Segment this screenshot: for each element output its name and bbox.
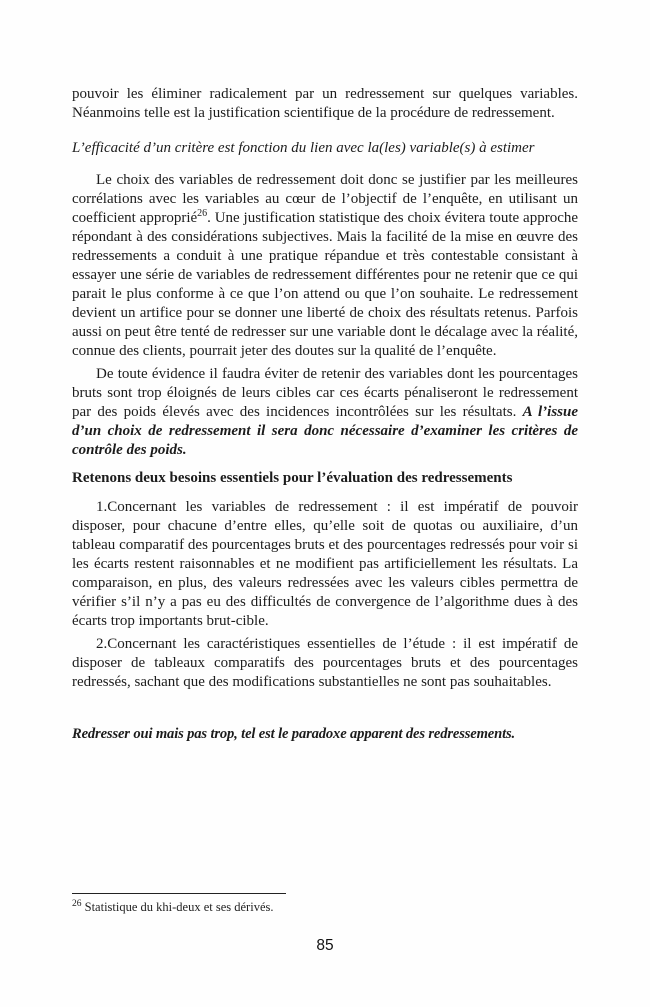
footnote-reference: 26	[197, 208, 208, 219]
page-number: 85	[316, 937, 334, 954]
paragraph-text-after-ref: . Une justification statistique des choix évitera toute approche répondant à des considérations subjectives. Mais la facilité de la mise en œuvre des redressements a conduit à une pratique répandue et très contestable consistant à essayer une série de variables de redressement différentes pour ne retenir que ce qui parait le plus conforme à ce que l’on attend ou que l’on souhaite. Le redressement devient un artifice pour se donner une liberté de choix des résultats retenus. Parfois aussi on peut être tenté de redresser sur une variable dont le décalage avec la réalité, connue des clients, pourrait jeter des doutes sur la qualité de l’enquête.	[72, 210, 579, 359]
footnote-text: Statistique du khi-deux et ses dérivés.	[84, 900, 274, 914]
paragraph-item-1: 1.Concernant les variables de redressement : il est impératif de pouvoir disposer, pour chacune d’entre elles, qu’elle soit de quotas ou auxiliaire, d’un tableau comparatif des pourcentages bruts et des pourcentages redressés pour voir si les écarts restent raisonnables et ne modifient pas artificiellement les résultats. La comparaison, en plus, des valeurs redressées avec les valeurs cibles permettra de vérifier s’il n’y a pas eu des difficultés de convergence de l’algorithme dues à des écarts trop importants brut-cible.	[72, 499, 578, 629]
footnote-separator-rule	[72, 893, 286, 894]
paragraph-continuation: pouvoir les éliminer radicalement par un redressement sur quelques variables. Néanmoins telle est la justification scientifique de la procédure de redressement.	[72, 86, 578, 121]
footnote	[72, 900, 578, 915]
paragraph-variable-choice	[72, 171, 578, 361]
paragraph-text-before-ref: Le choix des variables de redressement doit donc se justifier par les meilleures corrélations avec les variables au cœur de l’objectif de l’enquête, en utilisant un coefficient approprié	[72, 172, 578, 226]
paragraph-text-plain: De toute évidence il faudra éviter de retenir des variables dont les pourcentages bruts sont trop éloignés de leurs cibles car ces écarts pénaliseront le redressement par des poids élevés avec des incidences incontrôlées sur les résultats.	[72, 366, 578, 420]
paragraph-evidence	[72, 365, 578, 460]
section-heading-bold: Retenons deux besoins essentiels pour l’évaluation des redressements	[72, 470, 513, 486]
section-heading-italic: L’efficacité d’un critère est fonction du lien avec la(les) variable(s) à estimer	[72, 140, 535, 156]
page-body	[72, 85, 578, 744]
paragraph-text-emphasis: A l’issue d’un choix de redressement il sera donc nécessaire d’examiner les critères de contrôle des poids.	[72, 404, 578, 458]
footnote-marker: 26	[72, 898, 82, 909]
conclusion-line: Redresser oui mais pas trop, tel est le paradoxe apparent des redressements.	[72, 726, 516, 742]
footnote-section	[72, 893, 578, 915]
paragraph-item-2: 2.Concernant les caractéristiques essentielles de l’étude : il est impératif de disposer de tableaux comparatifs des pourcentages bruts et des pourcentages redressés, sachant que des modifications substantielles ne sont pas souhaitables.	[72, 636, 578, 690]
